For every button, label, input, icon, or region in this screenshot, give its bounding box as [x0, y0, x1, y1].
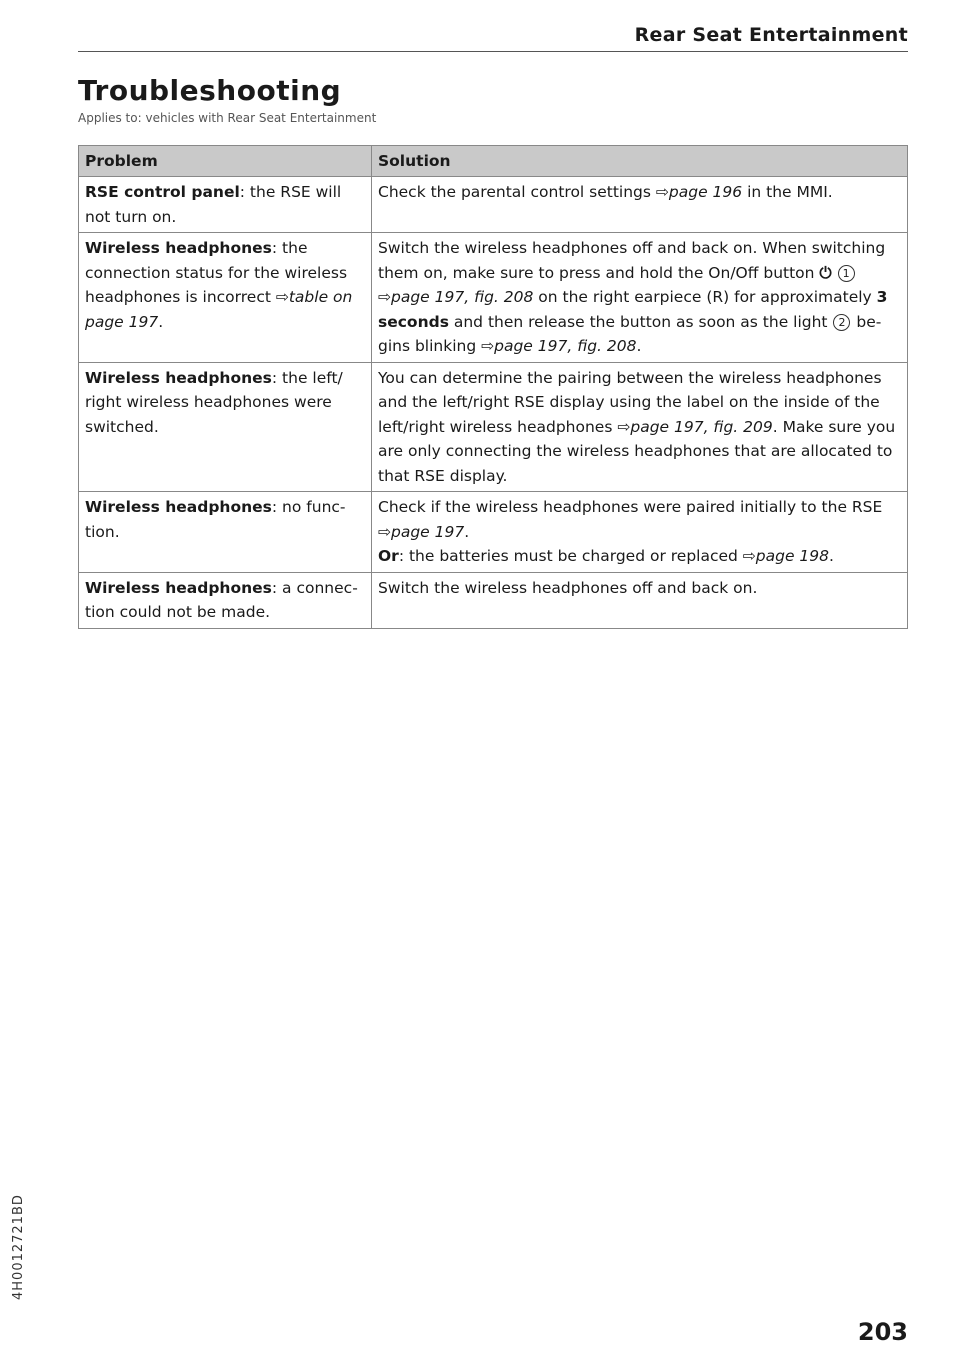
figure-reference[interactable]: page 197, fig. 208 [494, 337, 637, 355]
solution-cell [372, 362, 908, 492]
arrow-icon: ⇨ [378, 288, 391, 306]
problem-cell [79, 572, 372, 628]
arrow-icon: ⇨ [378, 522, 391, 541]
problem-subject: Wireless headphones [85, 239, 272, 257]
arrow-icon: ⇨ [742, 547, 756, 565]
applies-to-note: Applies to: vehicles with Rear Seat Entertainment [78, 111, 377, 125]
solution-text: Switch the wireless headphones off and back on. [378, 578, 758, 597]
solution-text: . [636, 337, 642, 355]
solution-text: begins blinking [378, 312, 882, 355]
problem-text: : no function. [85, 498, 346, 541]
solution-text: Check if the wireless headphones were paired initially to the RSE [378, 498, 883, 516]
solution-text: Switch the wireless headphones off and back on. When switching them on, make sure to press and hold the On/Off button [378, 239, 886, 282]
arrow-icon: ⇨ [617, 417, 631, 436]
problem-text: : the RSE will not turn on. [85, 183, 342, 226]
problem-text: : a connection could not be made. [85, 578, 358, 621]
figure-reference[interactable]: page 197, fig. 208 [391, 288, 534, 306]
troubleshooting-table [78, 145, 908, 629]
arrow-icon: ⇨ [275, 288, 289, 306]
page-title: Troubleshooting [78, 74, 342, 107]
header-divider [78, 51, 908, 52]
problem-text: : the connection status for the wireless headphones is incorrect [85, 239, 348, 306]
document-code: 4H0012721BD [11, 1194, 26, 1300]
section-title: Rear Seat Entertainment [634, 24, 908, 46]
solution-text: and then release the button as soon as the light [448, 312, 833, 331]
power-icon: ⏻ [819, 263, 832, 282]
solution-cell [372, 233, 908, 363]
solution-text: You can determine the pairing between the wireless headphones and the left/right RSE display using the label on the inside of the left/right wireless headphones [378, 368, 882, 436]
page-reference[interactable]: page 197 [391, 522, 465, 541]
callout-marker-2: 2 [833, 314, 850, 331]
solution-text: . Make sure you are only connecting the wireless headphones that are allocated to that RSE display. [378, 417, 896, 485]
solution-text: in the MMI. [742, 183, 833, 201]
figure-reference[interactable]: page 197, fig. 209 [630, 417, 773, 436]
solution-cell [372, 492, 908, 573]
problem-subject: Wireless headphones [85, 368, 272, 387]
problem-text: : the left/ right wireless headphones were switched. [85, 368, 343, 436]
table-row [79, 233, 908, 363]
duration-emphasis: 3 seconds [378, 288, 888, 331]
table-row [79, 177, 908, 233]
arrow-icon: ⇨ [481, 337, 495, 355]
solution-cell [372, 177, 908, 233]
problem-cell [79, 233, 372, 363]
column-header-solution: Solution [372, 146, 908, 177]
problem-cell [79, 492, 372, 573]
problem-subject: RSE control panel [85, 183, 240, 201]
problem-cell [79, 362, 372, 492]
solution-text: on the right earpiece (R) for approximately [533, 288, 877, 306]
solution-text: : the batteries must be charged or replaced [398, 547, 743, 565]
page-reference[interactable]: page 198 [755, 547, 830, 565]
problem-subject: Wireless headphones [85, 578, 272, 597]
page-number: 203 [857, 1318, 908, 1346]
table-header-row [79, 146, 908, 177]
table-reference[interactable]: table on page 197 [85, 288, 353, 331]
arrow-icon: ⇨ [655, 183, 669, 201]
problem-text: . [158, 312, 164, 331]
column-header-problem: Problem [79, 146, 372, 177]
solution-text: Check the parental control settings [378, 183, 656, 201]
page-reference[interactable]: page 196 [668, 183, 743, 201]
solution-text: . [829, 547, 834, 565]
table-row [79, 572, 908, 628]
problem-subject: Wireless headphones [85, 498, 272, 516]
table-row [79, 492, 908, 573]
solution-cell [372, 572, 908, 628]
problem-cell [79, 177, 372, 233]
or-label: Or [378, 547, 399, 565]
table-row [79, 362, 908, 492]
callout-marker-1: 1 [838, 265, 855, 282]
solution-text: . [464, 522, 470, 541]
